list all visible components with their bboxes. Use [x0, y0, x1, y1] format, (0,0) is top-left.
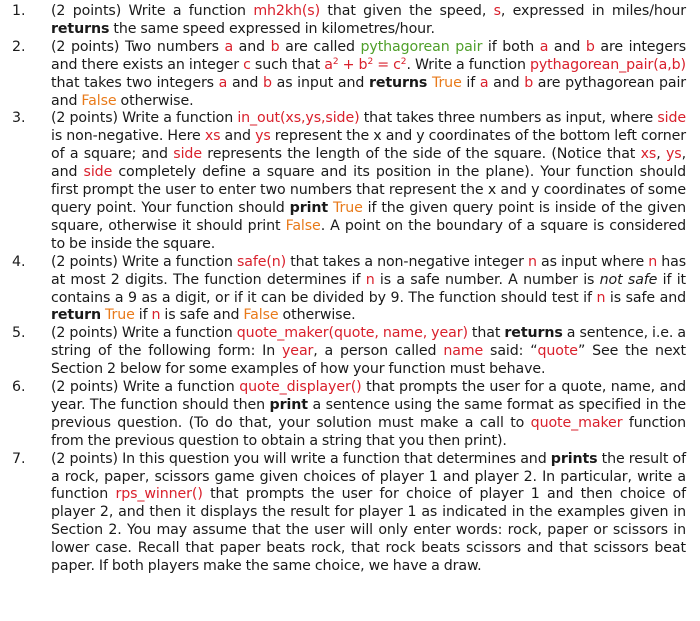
text-run: that: [467, 325, 505, 342]
code-identifier: c: [393, 56, 401, 73]
bold-keyword: returns: [504, 325, 563, 342]
text-run: said: “: [483, 343, 538, 360]
boolean-literal: False: [285, 217, 321, 234]
code-identifier: year: [282, 343, 314, 360]
code-identifier: n: [151, 307, 161, 324]
question-item: [12, 110, 686, 253]
text-run: if: [461, 74, 480, 91]
text-run: that takes two integers: [51, 74, 219, 91]
bold-keyword: return: [51, 307, 101, 324]
text-run: a sentence, i.e. a string of the following form: In: [51, 325, 686, 360]
text-run: if: [134, 307, 152, 324]
text-run: (2 points) Write a function: [51, 325, 237, 342]
code-identifier: quote: [537, 343, 578, 360]
text-run: completely define a square and its position in the plane). Your function should first prompt the user to enter two numbers that represent the x and y coordinates of some query point. Your function should: [51, 164, 686, 216]
bold-keyword: returns: [368, 74, 428, 91]
text-run: . Write a function: [406, 56, 530, 73]
question-text: [51, 325, 686, 379]
text-run: otherwise.: [278, 307, 356, 324]
text-run: is non-negative. Here: [51, 128, 205, 145]
code-identifier: n: [527, 253, 537, 270]
text-run: has at most 2 digits. The function determines if: [51, 253, 686, 288]
code-identifier: xs: [640, 146, 657, 163]
code-identifier: in_out(xs,ys,side): [237, 110, 360, 127]
bold-keyword: returns: [51, 20, 110, 37]
code-identifier: a: [224, 38, 234, 55]
question-number: 2.: [12, 38, 26, 55]
question-text: [51, 379, 686, 451]
question-text: [51, 110, 686, 253]
code-identifier: b: [524, 74, 534, 91]
bold-keyword: print: [269, 396, 308, 413]
code-identifier: pythagorean_pair(a,b): [529, 56, 686, 73]
question-item: [12, 3, 686, 39]
code-identifier: side: [173, 146, 202, 163]
bold-keyword: print: [289, 199, 329, 216]
text-run: and: [488, 74, 525, 91]
question-item: [12, 39, 686, 111]
bold-keyword: prints: [550, 450, 598, 467]
text-run: (2 points) Two numbers: [51, 38, 225, 55]
code-identifier: a: [479, 74, 489, 91]
code-identifier: a: [218, 74, 228, 91]
text-run: the result of a rock, paper, scissors game given choices of player 1 and player 2. In particular, write a function: [51, 450, 686, 503]
text-run: are integers and there exists an integer: [51, 38, 686, 73]
text-run: that takes a non-negative integer: [286, 253, 528, 270]
text-run: that prompts the user for choice of player 1 and then choice of player 2, and then it displays the result for player 1 as indicated in the examples given in Section 2. You may assume that the user will only enter words: rock, paper or scissors in lower case. Recall that paper beats rock, that rock beats scissors and that scissors beat paper. If both players make the same choice, we have a draw.: [51, 486, 686, 575]
question-number: 7.: [12, 450, 26, 467]
code-identifier: xs: [204, 128, 221, 145]
code-identifier: ys: [255, 128, 271, 145]
text-run: ,: [656, 146, 666, 163]
text-run: and: [233, 38, 271, 55]
superscript: 2: [367, 56, 374, 67]
code-identifier: n: [596, 289, 606, 306]
question-number: 4.: [12, 253, 26, 270]
text-run: if it contains a 9 as a digit, or if it can be divided by 9. The function should test if: [51, 271, 687, 306]
text-run: is a safe number. A number is: [374, 271, 600, 288]
code-identifier: n: [648, 253, 658, 270]
question-item: [12, 451, 686, 576]
code-identifier: +: [338, 56, 359, 73]
text-run: represents the length of the side of the square. (Notice that: [201, 146, 641, 163]
text-run: (2 points) In this question you will write a function that determines and: [51, 450, 551, 467]
code-identifier: rps_winner(): [115, 486, 203, 503]
code-identifier: quote_displayer(): [239, 379, 362, 396]
code-identifier: b: [263, 74, 272, 91]
text-run: as input where: [536, 253, 649, 270]
text-run: , expressed in miles/hour: [500, 3, 686, 19]
question-text: [51, 39, 686, 111]
text-run: a sentence using the same format as specified in the previous question. (To do that, your solution must make a call to: [51, 396, 686, 431]
text-run: and: [548, 38, 586, 55]
code-identifier: quote_maker(quote, name, year): [236, 325, 468, 342]
text-run: as input and: [271, 74, 369, 91]
defined-term: pythagorean pair: [360, 38, 483, 55]
text-run: that given the speed,: [320, 3, 494, 19]
question-text: [51, 451, 686, 576]
code-identifier: ys: [665, 146, 682, 163]
code-identifier: a: [324, 56, 333, 73]
code-identifier: =: [373, 56, 394, 73]
question-number: 3.: [12, 110, 26, 127]
text-run: the same speed expressed in kilometres/hour.: [109, 20, 435, 37]
text-run: (2 points) Write a function: [51, 379, 240, 396]
boolean-literal: True: [431, 74, 462, 91]
boolean-literal: False: [81, 92, 117, 109]
text-run: is safe and: [605, 289, 686, 306]
italic-phrase: not safe: [599, 271, 658, 288]
text-run: ” See the next Section 2 below for some examples of how your function must behave.: [51, 343, 686, 378]
question-text: [51, 254, 686, 326]
superscript: 2: [332, 56, 339, 67]
text-run: such that: [250, 56, 325, 73]
text-run: , and: [51, 146, 686, 181]
text-run: and: [227, 74, 264, 91]
text-run: if both: [482, 38, 540, 55]
text-run: are called: [279, 38, 361, 55]
text-run: are pythagorean pair and: [51, 74, 687, 109]
text-run: if the given query point is inside of the given square, otherwise it should print: [51, 199, 686, 234]
code-identifier: a: [539, 38, 549, 55]
question-item: [12, 254, 686, 326]
code-identifier: quote_maker: [530, 414, 623, 431]
question-number: 5.: [12, 325, 26, 342]
text-run: is safe and: [160, 307, 244, 324]
code-identifier: side: [83, 164, 113, 181]
code-identifier: c: [243, 56, 251, 73]
question-number: 1.: [12, 3, 26, 19]
text-run: (2 points) Write a function: [51, 253, 237, 270]
code-identifier: n: [365, 271, 375, 288]
text-run: function from the previous question to obtain a string that you then print).: [51, 414, 686, 449]
code-identifier: s: [493, 3, 501, 19]
text-run: (2 points) Write a function: [51, 110, 238, 127]
code-identifier: b: [585, 38, 595, 55]
code-identifier: side: [657, 110, 686, 127]
question-text: [51, 3, 686, 39]
code-identifier: b: [270, 38, 280, 55]
text-run: , a person called: [313, 343, 444, 360]
text-run: that takes three numbers as input, where: [359, 110, 658, 127]
question-item: [12, 325, 686, 379]
code-identifier: safe(n): [236, 253, 287, 270]
boolean-literal: True: [332, 199, 363, 216]
text-run: otherwise.: [116, 92, 194, 109]
boolean-literal: False: [243, 307, 279, 324]
text-run: represent the x and y coordinates of the bottom left corner of a square; and: [51, 128, 687, 163]
code-identifier: name: [443, 343, 484, 360]
text-run: and: [220, 128, 256, 145]
code-identifier: mh2kh(s): [253, 3, 321, 19]
question-item: [12, 379, 686, 451]
question-number: 6.: [12, 379, 26, 396]
boolean-literal: True: [105, 307, 135, 324]
text-run: . A point on the boundary of a square is considered to be inside the square.: [51, 217, 686, 252]
superscript: 2: [400, 56, 407, 67]
code-identifier: b: [358, 56, 368, 73]
text-run: (2 points) Write a function: [51, 3, 254, 19]
text-run: that prompts the user for a quote, name, and year. The function should then: [51, 379, 686, 413]
